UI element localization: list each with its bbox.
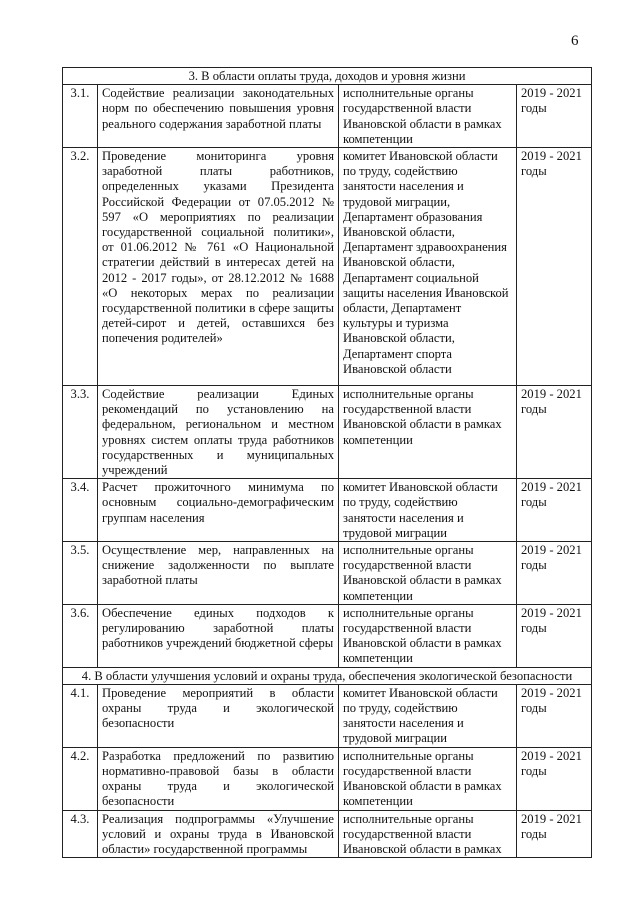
table-row (63, 747, 592, 810)
activity-cell: Разработка предложений по развитию нормативно-правовой базы в области охраны труда и экологической безопасности (98, 747, 339, 810)
executors-cell: исполнительные органы государственной власти Ивановской области в рамках компетенции (339, 747, 517, 810)
executors-cell: комитет Ивановской области по труду, содействию занятости населения и трудовой миграции, Департамент образования Ивановской области, Департамент здравоохранения Ивановской области, Департамент социальной защиты населения Ивановской области, Департамент культуры и туризма Ивановской области, Департамент спорта Ивановской области (339, 148, 517, 386)
executors-cell: комитет Ивановской области по труду, содействию занятости населения и трудовой миграции (339, 684, 517, 747)
table-row (63, 810, 592, 858)
table-row (63, 684, 592, 747)
row-number: 4.1. (63, 684, 98, 747)
row-number: 4.2. (63, 747, 98, 810)
period-cell: 2019 - 2021 годы (517, 85, 592, 148)
period-cell: 2019 - 2021 годы (517, 604, 592, 667)
activity-cell: Расчет прожиточного минимума по основным социально-демографическим группам населения (98, 479, 339, 542)
activity-cell: Содействие реализации Единых рекомендаций по установлению на федеральном, региональном и местном уровнях систем оплаты труда работников государственных и муниципальных учреждений (98, 386, 339, 479)
table-row (63, 148, 592, 386)
period-cell: 2019 - 2021 годы (517, 479, 592, 542)
executors-cell: исполнительные органы государственной власти Ивановской области в рамках компетенции (339, 604, 517, 667)
period-cell: 2019 - 2021 годы (517, 542, 592, 605)
page-number: 6 (571, 33, 579, 49)
row-number: 3.1. (63, 85, 98, 148)
period-cell: 2019 - 2021 годы (517, 810, 592, 858)
activity-cell: Проведение мониторинга уровня заработной платы работников, определенных указами Президента Российской Федерации от 07.05.2012 № 597 «О мероприятиях по реализации государственной социальной политики», от 01.06.2012 № 761 «О Национальной стратегии действий в интересах детей на 2012 - 2017 годы», от 28.12.2012 № 1688 «О некоторых мерах по реализации государственной политики в сфере защиты детей-сирот и детей, оставшихся без попечения родителей» (98, 148, 339, 386)
activity-cell: Содействие реализации законодательных норм по обеспечению повышения уровня реального содержания заработной платы (98, 85, 339, 148)
executors-cell: комитет Ивановской области по труду, содействию занятости населения и трудовой миграции (339, 479, 517, 542)
table-row (63, 85, 592, 148)
activity-cell: Проведение мероприятий в области охраны труда и экологической безопасности (98, 684, 339, 747)
row-number: 3.3. (63, 386, 98, 479)
action-plan-table (62, 67, 592, 858)
period-cell: 2019 - 2021 годы (517, 148, 592, 386)
period-cell: 2019 - 2021 годы (517, 747, 592, 810)
row-number: 4.3. (63, 810, 98, 858)
executors-cell: исполнительные органы государственной власти Ивановской области в рамках компетенции (339, 85, 517, 148)
executors-cell: исполнительные органы государственной власти Ивановской области в рамках компетенции (339, 386, 517, 479)
row-number: 3.4. (63, 479, 98, 542)
row-number: 3.2. (63, 148, 98, 386)
table-row (63, 542, 592, 605)
section-heading: 3. В области оплаты труда, доходов и уровня жизни (63, 68, 592, 85)
period-cell: 2019 - 2021 годы (517, 684, 592, 747)
activity-cell: Реализация подпрограммы «Улучшение условий и охраны труда в Ивановской области» государственной программы (98, 810, 339, 858)
section-heading: 4. В области улучшения условий и охраны труда, обеспечения экологической безопасности (63, 667, 592, 684)
table-row (63, 386, 592, 479)
table-row (63, 604, 592, 667)
activity-cell: Обеспечение единых подходов к регулированию заработной платы работников учреждений бюджетной сферы (98, 604, 339, 667)
activity-cell: Осуществление мер, направленных на снижение задолженности по выплате заработной платы (98, 542, 339, 605)
row-number: 3.5. (63, 542, 98, 605)
table-row (63, 479, 592, 542)
period-cell: 2019 - 2021 годы (517, 386, 592, 479)
executors-cell: исполнительные органы государственной власти Ивановской области в рамках (339, 810, 517, 858)
row-number: 3.6. (63, 604, 98, 667)
executors-cell: исполнительные органы государственной власти Ивановской области в рамках компетенции (339, 542, 517, 605)
